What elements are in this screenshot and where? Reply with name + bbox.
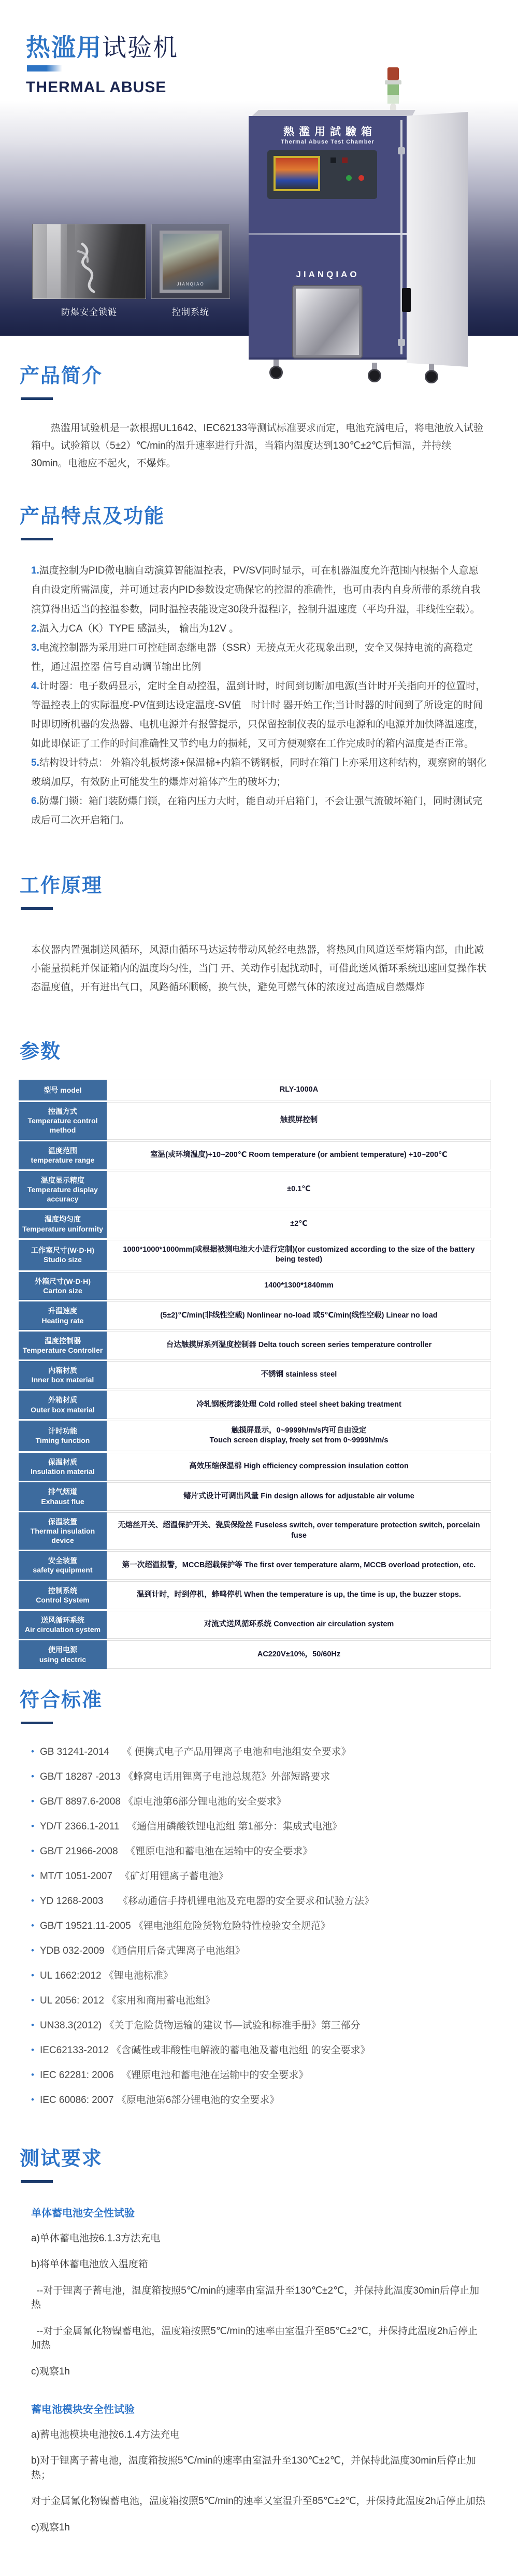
standard-text: YDB 032-2009 《通信用后备式锂离子电池组》 [39,1945,245,1956]
thumbnail-caption-safety-chain: 防爆安全锁链 [61,307,117,317]
door-hinge-knob [398,147,405,154]
parameter-value: 不锈钢 stainless steel [261,1370,337,1379]
parameter-row [19,1640,491,1668]
parameter-label-cell [19,1611,107,1639]
intro-paragraph: 热滥用试验机是一款根据UL1642、IEC62133等测试标准要求而定，电池充满电后，将电池放入试验箱中。试验箱以（5±2）℃/min的温升速率进行升温，当箱内温度达到130℃±2℃后恒温，并持续30min。电池应不起火，不爆炸。 [31,423,484,469]
parameter-label-cell [19,1272,107,1300]
parameter-label-cell [19,1240,107,1270]
parameter-label-cn: 温度控制器 [45,1336,81,1345]
parameter-label-cn: 计时功能 [48,1427,77,1436]
machine-nameplate-en: Thermal Abuse Test Chamber [281,139,375,145]
product-photo-machine [249,66,471,383]
test-requirement-subtitle: 蓄电池模块安全性试验 [31,2403,135,2415]
parameter-label-en: Temperature control method [27,1117,98,1135]
feature-item [31,677,487,753]
parameter-row [19,1171,491,1209]
feature-number: 1. [31,565,39,577]
principle-paragraph: 本仪器内置强制送风循环，风源由循环马达运转带动风轮经电热器，将热风由风道送至烤箱内部，由此减小能量损耗并保证箱内的温度均匀性，当门 开、关动作引起扰动时，可借此送风循环系统迅速回复操作状态温度值，开有进出气口，风路循环顺畅，换气快，避免可燃气体的浓度过高造成自燃爆炸 [31,944,487,993]
parameter-value-cell [107,1210,491,1238]
feature-text: 电流控制器为采用进口可控硅固态继电器（SSR）无接点无火花现象出现，安全又保持电流的高稳定性，通过温控器 信号自动调节输出比例 [31,642,473,672]
page-title-highlight: 热滥用 [26,34,102,61]
door-hinge-knob [398,339,405,346]
parameter-row [19,1611,491,1639]
standard-text: IEC 62281: 2006 《锂原电池和蓄电池在运输中的安全要求》 [39,2069,309,2081]
parameter-value-cell [107,1332,491,1359]
bullet-dot-icon: • [31,1945,34,1955]
parameter-label-cn: 保温材质 [48,1457,77,1466]
standard-text: IEC 60086: 2007 《原电池第6部分锂电池的安全要求》 [39,2094,280,2106]
section-heading-bar [21,397,53,400]
standard-text: GB/T 18287 -2013 《蜂窝电话用锂离子电池总规范》外部短路要求 [39,1771,330,1782]
standard-item [31,1871,497,1881]
bullet-dot-icon: • [31,2094,34,2105]
parameter-label-en: safety equipment [33,1566,93,1575]
parameter-value-cell [107,1361,491,1389]
standard-item [31,2070,497,2080]
parameter-label-cn: 外箱尺寸(W·D·H) [34,1277,91,1285]
section-heading-intro: 产品简介 [20,365,103,387]
door-handle [402,288,411,312]
test-requirement-block [31,2205,487,2379]
parameter-value-cell [107,1482,491,1510]
parameter-value: 高效压缩保温棉 High efficiency compression insulation cotton [189,1462,409,1471]
test-requirement-lines [31,2428,487,2535]
parameter-label-cell [19,1361,107,1389]
section-standards [0,1684,518,2105]
parameter-label-en: Carton size [43,1286,82,1295]
parameter-label-en: Temperature Controller [22,1346,103,1354]
page-title-rest: 试验机 [102,34,178,61]
feature-item [31,619,487,638]
standard-item [31,1996,497,2006]
test-requirement-line: 对于金属氰化物镍蓄电池，温度箱按照5℃/min的速率又室温升至85℃±2℃，并保持此温度2h后停止加热 [31,2496,485,2507]
parameter-row [19,1453,491,1481]
observation-window [293,286,362,357]
parameter-label-cell [19,1080,107,1100]
machine-brand-logo: JIANQIAO [296,269,359,279]
feature-number: 6. [31,796,39,807]
section-heading-bar [21,2180,53,2183]
parameter-label-cell [19,1171,107,1209]
parameter-label-cell [19,1301,107,1329]
standard-text: GB/T 21966-2008 《锂原电池和蓄电池在运输中的安全要求》 [39,1845,313,1857]
parameter-label-cell [19,1391,107,1419]
parameter-label-cell [19,1453,107,1481]
parameter-row [19,1512,491,1550]
panel-button-black [330,158,336,163]
feature-text: 温入力CA（K）TYPE 感温头， 输出为12V 。 [39,623,239,634]
parameter-label-cell [19,1210,107,1238]
feature-item [31,753,487,792]
machine-control-panel [267,150,377,199]
parameter-label-en: Exhaust flue [41,1497,84,1506]
parameter-label-cn: 控温方式 [48,1107,77,1115]
signal-tower-lamp-red-icon [387,67,399,80]
parameter-value: ±2℃ [290,1219,308,1228]
parameter-label-en: Studio size [44,1255,82,1264]
signal-tower-lamp-collar [385,80,401,84]
parameter-row [19,1421,491,1451]
control-screen-brand: JIANQIAO [177,281,205,287]
bullet-dot-icon: • [31,2044,34,2055]
parameter-label-cell [19,1482,107,1510]
signal-tower-lamp-white-icon [387,95,399,104]
bullet-dot-icon: • [31,2069,34,2080]
parameter-label-cn: 排气烟道 [48,1487,77,1496]
parameter-value: 1400*1300*1840mm [264,1281,334,1290]
parameters-table [19,1078,491,1670]
features-list [31,561,487,830]
thumbnail-detail [47,224,61,298]
caster-wheel [425,370,438,383]
parameter-label-en: Thermal insulation device [30,1526,95,1545]
parameter-label-cn: 升温速度 [48,1307,77,1315]
parameter-row [19,1272,491,1300]
parameter-row [19,1080,491,1100]
section-heading-principle: 工作原理 [20,875,103,897]
feature-number: 2. [31,623,39,634]
parameter-label-cell [19,1581,107,1609]
parameter-value: 温到计时，时到停机，蜂鸣停机 When the temperature is up, the time is up, the buzzer stops. [137,1591,461,1599]
standard-text: IEC62133-2012 《含碱性或非酸性电解液的蓄电池及蓄电池组 的安全要求》 [39,2044,370,2056]
standard-text: UN38.3(2012) 《关于危险货物运输的建议书—试验和标准手册》第三部分 [39,2020,361,2031]
feature-item [31,638,487,677]
parameter-row [19,1581,491,1609]
test-requirement-lines [31,2231,487,2379]
feature-number: 5. [31,757,39,768]
bullet-dot-icon: • [31,1995,34,2005]
parameter-value: 对流式送风循环系统 Convection air circulation system [204,1620,394,1629]
standard-text: GB 31241-2014 《 便携式电子产品用锂离子电池和电池组安全要求》 [39,1746,351,1757]
standard-item [31,1946,497,1956]
bullet-dot-icon: • [31,2020,34,2030]
test-requirement-line: c)观察1h [31,2366,70,2378]
parameter-value: 室温(或环境温度)+10~200℃ Room temperature (or ambient temperature) +10~200℃ [150,1150,448,1159]
standard-item [31,1797,497,1807]
test-requirement-line: --对于金属氰化物镍蓄电池，温度箱按照5℃/min的速率由室温升至85℃±2℃，并保持此温度2h后停止加热 [31,2325,478,2351]
section-heading-test-requirements: 测试要求 [20,2148,103,2170]
panel-button-green [346,175,352,181]
parameter-value-cell [107,1301,491,1329]
feature-text: 结构设计特点： 外箱冷轧板烤漆+保温棉+内箱不锈钢板，同时在箱门上亦采用这种结构，观察窗的钢化玻璃加厚，有效防止可能发生的爆炸对箱体产生的破坏力; [31,757,487,788]
standard-text: GB/T 8897.6-2008 《原电池第6部分锂电池的安全要求》 [39,1796,286,1807]
parameter-row [19,1482,491,1510]
parameter-value: (5±2)℃/min(非线性空载) Nonlinear no-load 或5℃/min(线性空载) Linear no load [160,1311,438,1320]
parameter-value: ±0.1℃ [287,1185,311,1194]
section-parameters [0,1035,518,1670]
standard-text: YD 1268-2003 《移动通信手持机锂电池及充电器的安全要求和试验方法》 [39,1895,374,1907]
parameter-row [19,1551,491,1579]
parameter-row [19,1240,491,1270]
parameter-label-en: temperature range [31,1155,95,1164]
parameter-row [19,1332,491,1359]
parameter-value-cell [107,1581,491,1609]
section-heading-features: 产品特点及功能 [20,506,165,528]
parameter-row [19,1391,491,1419]
section-heading-bar [21,1722,53,1724]
standard-text: GB/T 19521.11-2005 《锂电池组危险货物危险特性检验安全规范》 [39,1920,330,1931]
parameter-label-en: Heating rate [41,1316,84,1325]
test-requirement-block [31,2401,487,2535]
parameter-label-en: Insulation material [31,1467,95,1476]
parameter-value-cell [107,1240,491,1270]
bottom-padding [0,2535,518,2576]
machine-door-divider [249,233,407,235]
test-requirement-line: b)将单体蓄电池放入温度箱 [31,2259,148,2270]
signal-tower-lamp-green-icon [387,84,399,95]
parameter-label-cn: 型号 model [44,1086,82,1095]
parameter-label-cn: 温度范围 [48,1146,77,1155]
feature-text: 防爆门锁：箱门装防爆门锁，在箱内压力大时，能自动开启箱门，不会让强气流破坏箱门，同时测试完成后可二次开启箱门。 [31,796,482,826]
parameter-label-cn: 安全装置 [48,1556,77,1565]
hero-banner [0,0,518,336]
parameter-value-cell [107,1640,491,1668]
parameter-label-cell [19,1512,107,1550]
parameter-row [19,1301,491,1329]
parameter-label-cell [19,1332,107,1359]
bullet-dot-icon: • [31,1845,34,1856]
section-heading-bar [21,538,53,540]
parameter-row [19,1210,491,1238]
parameter-label-cn: 工作室尺寸(W·D·H) [31,1246,95,1255]
parameter-row [19,1102,491,1140]
standard-text: MT/T 1051-2007 《矿灯用锂离子蓄电池》 [39,1870,228,1882]
parameter-value-cell [107,1421,491,1451]
parameter-value-cell [107,1171,491,1209]
parameter-value-cell [107,1551,491,1579]
machine-front-panel [249,116,407,360]
parameter-value: 冷轧钢板烤漆处理 Cold rolled steel sheet baking treatment [196,1400,401,1409]
parameter-label-cn: 内箱材质 [48,1366,77,1375]
parameter-value-cell [107,1080,491,1100]
thumbnail-detail [67,224,75,298]
standard-item [31,1822,497,1831]
bullet-dot-icon: • [31,1746,34,1756]
parameter-value: 触摸屏控制 [280,1116,318,1125]
section-heading-parameters: 参数 [20,1041,62,1063]
parameter-label-cn: 温度均匀度 [45,1215,81,1224]
test-requirement-line: --对于锂离子蓄电池，温度箱按照5℃/min的速率由室温升至130℃±2℃，并保持此温度30min后停止加热 [31,2285,480,2311]
bullet-dot-icon: • [31,1796,34,1806]
standard-item [31,1747,497,1757]
machine-side-panel [407,112,468,367]
parameter-value: 1000*1000*1000mm(或根据被测电池大小进行定制)(or customized according to the size of the battery being tested) [123,1245,475,1264]
parameter-label-en: Inner box material [31,1376,94,1384]
title-underline-bar [27,65,62,71]
panel-button-red [358,175,364,181]
parameter-value: 触摸屏显示，0~9999h/m/s内可自由设定 [231,1426,367,1435]
test-requirement-line: b)对于锂离子蓄电池，温度箱按照5℃/min的速率由室温升至130℃±2℃，并保持此温度30min后停止加热； [31,2455,476,2481]
parameter-row [19,1361,491,1389]
caster-wheel [269,366,283,379]
parameter-label-cn: 外箱材质 [48,1396,77,1405]
parameter-value: 第一次超温报警，MCCB超载保护等 The first over temperature alarm, MCCB overload protection, etc. [122,1561,476,1569]
control-screen-illustration [160,231,222,293]
page-title [26,28,178,63]
test-requirements-blocks [31,2205,487,2535]
bullet-dot-icon: • [31,1870,34,1881]
parameter-label-cell [19,1640,107,1668]
section-heading-standards: 符合标准 [20,1689,103,1711]
standard-text: YD/T 2366.1-2011 《通信用磷酸铁锂电池组 第1部分：集成式电池》 [39,1821,342,1832]
standard-item [31,1847,497,1856]
test-requirement-line: a)蓄电池模块电池按6.1.4方法充电 [31,2429,180,2440]
page-subtitle: THERMAL ABUSE [26,79,167,96]
standard-item [31,1772,497,1782]
parameter-label-en: Temperature display accuracy [27,1185,98,1204]
parameter-row [19,1141,491,1169]
bullet-dot-icon: • [31,1821,34,1831]
standard-item [31,2045,497,2055]
section-principle [0,869,518,997]
parameter-value: AC220V±10%，50/60Hz [257,1650,341,1658]
feature-item [31,792,487,830]
parameter-value-line2: Touch screen display, freely set from 0~9999h/m/s [209,1436,388,1445]
feature-number: 3. [31,642,39,653]
parameter-value-cell [107,1391,491,1419]
standard-item [31,1971,497,1981]
machine-top-edge [249,110,415,116]
parameter-label-cell [19,1141,107,1169]
parameter-label-cn: 保温装置 [48,1517,77,1526]
parameter-label-cn: 温度显示精度 [41,1176,84,1184]
test-requirement-line: a)单体蓄电池按6.1.3方法充电 [31,2232,161,2244]
parameter-value-cell [107,1611,491,1639]
parameter-value-cell [107,1272,491,1300]
parameter-label-cell [19,1551,107,1579]
standards-list [31,1747,497,2105]
parameter-label-en: Timing function [35,1436,90,1445]
parameter-value: 鳍片式设计可调出风量 Fin design allows for adjustable air volume [183,1492,414,1500]
test-requirement-subtitle: 单体蓄电池安全性试验 [31,2207,135,2219]
parameter-label-en: Outer box material [31,1405,95,1414]
bullet-dot-icon: • [31,1970,34,1980]
standard-item [31,2021,497,2030]
machine-nameplate-cn: 熱濫用試驗箱 [283,126,377,138]
bullet-dot-icon: • [31,1895,34,1906]
section-features [0,500,518,830]
section-heading-bar [21,907,53,910]
parameter-label-en: Air circulation system [24,1625,101,1634]
parameter-value-cell [107,1453,491,1481]
parameter-label-cn: 使用电源 [48,1645,77,1654]
thumbnail-control-system [151,224,230,299]
door-hinge-bar [400,120,402,354]
feature-item [31,561,487,619]
standard-text: UL 2056: 2012 《家用和商用蓄电池组》 [39,1995,215,2006]
test-requirement-line: c)观察1h [31,2522,70,2533]
bullet-dot-icon: • [31,1771,34,1781]
feature-text: 温度控制为PID微电脑自动演算智能温控表，PV/SV同时显示，可在机器温度允许范围内根据个人意愿自由设定所需温度，并可通过表内PID参数设定确保它的控温的准确性，也可由表内自身所带的系统自我演算得出适当的控温参数，同时温控表能设定30段升湿程序，控制升温速度（平均升湿，非线性空载）。 [31,565,481,615]
thumbnail-caption-control-system: 控制系统 [172,307,209,317]
parameter-value-cell [107,1141,491,1169]
parameter-label-en: Control System [36,1595,90,1604]
standard-item [31,1896,497,1906]
parameter-value-cell [107,1102,491,1140]
standard-text: UL 1662:2012 《锂电池标准》 [39,1970,173,1981]
parameter-label-cell [19,1421,107,1451]
feature-number: 4. [31,680,39,692]
parameter-label-cn: 送风循环系统 [41,1616,84,1624]
touchscreen-display [274,156,320,191]
parameter-value: 台达触摸屏系列温度控制器 Delta touch screen series temperature controller [166,1341,432,1350]
caster-wheel [368,369,381,382]
feature-text: 计时器：电子数码显示，定时全自动控温，温到计时，时间到切断加电源(当计时开关指向开的位置时，等温控表上的实际温度-PV值到达设定温度-SV值 时计时 器开始工作;当计时器的时间到了所设定的时间时即切断机器的发热器、电机电源并有报警提示，只保留控制仪表的显示电源和的电源并加快降温速度，如此即保证了工作的时间准确性又节约电力的损耗，又可方便观察在工作完成时的箱内温度是否正常。 [31,680,486,749]
parameter-value: 无熔丝开关、超温保护开关、瓷质保险丝 Fuseless switch, over temperature protection switch, porcelain fuse [118,1521,480,1540]
panel-button-dark-red [342,158,348,163]
bullet-dot-icon: • [31,1920,34,1930]
parameter-label-en: using electric [39,1655,87,1664]
thumbnail-safety-chain [32,224,146,299]
standard-item [31,2095,497,2105]
parameter-label-en: Temperature uniformity [22,1224,104,1233]
parameter-value: RLY-1000A [279,1085,319,1094]
section-test-requirements [0,2142,518,2535]
parameter-value-cell [107,1512,491,1550]
parameter-label-cell [19,1102,107,1140]
standard-item [31,1921,497,1931]
parameter-label-cn: 控制系统 [48,1586,77,1595]
